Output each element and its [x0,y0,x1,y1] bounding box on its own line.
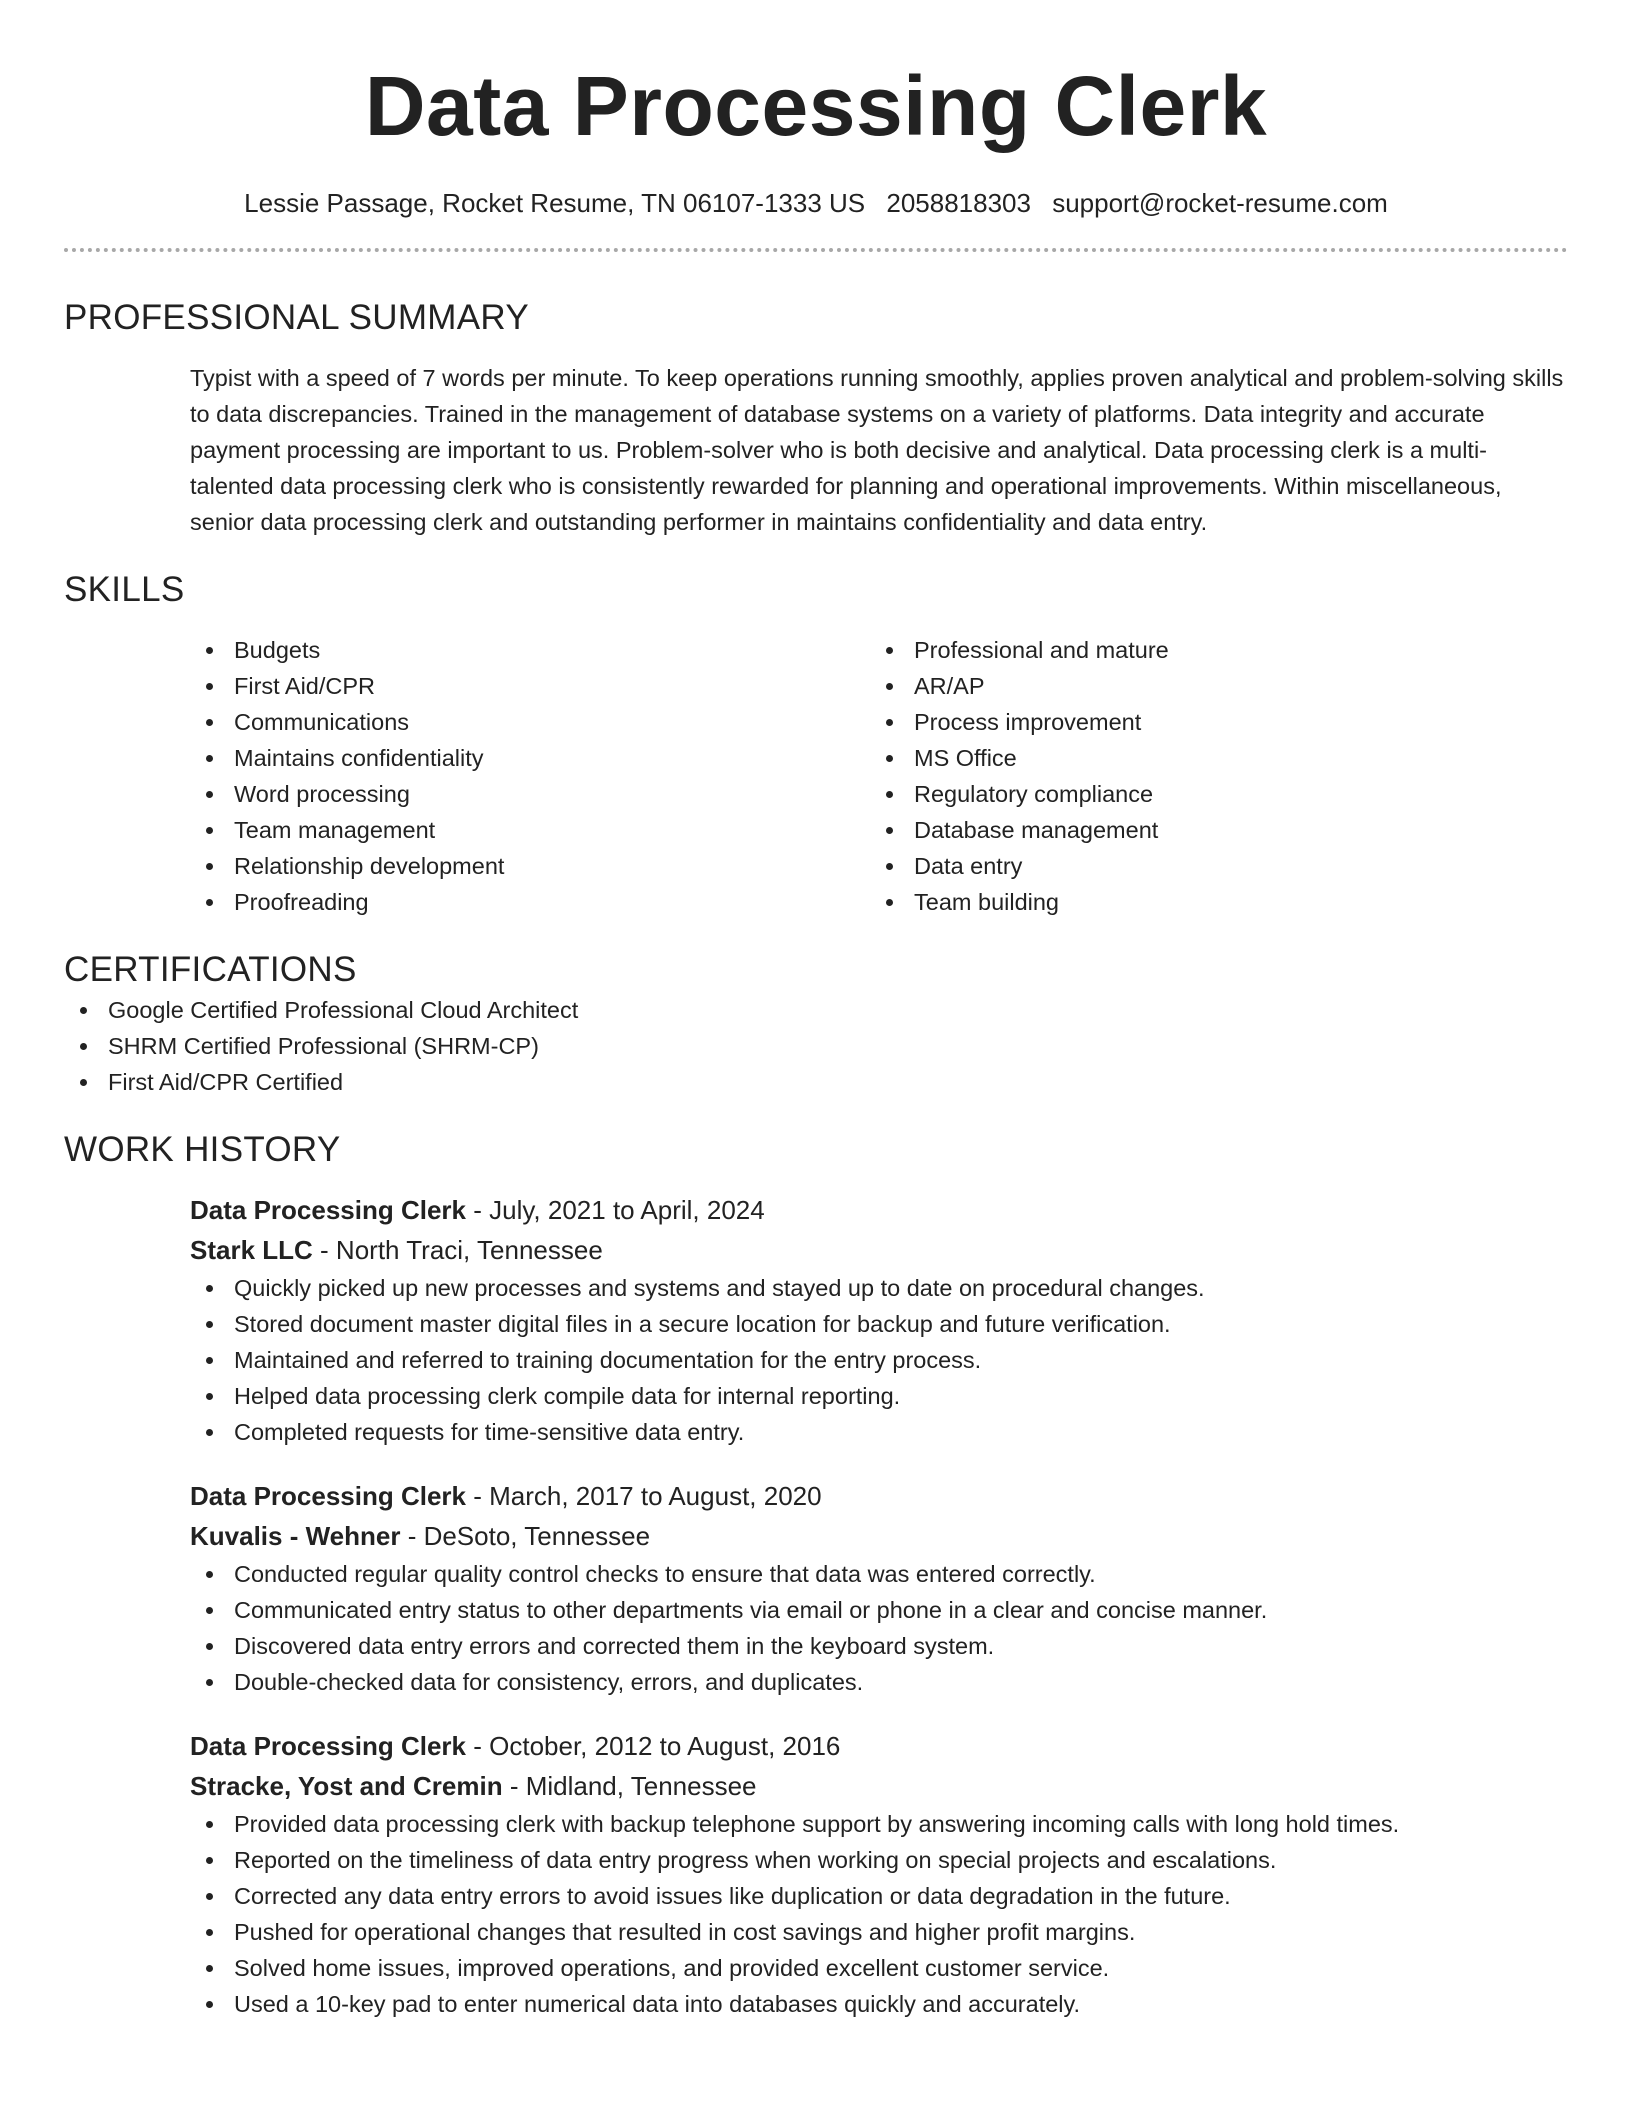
bullet-icon [206,719,213,726]
certification-item: First Aid/CPR Certified [64,1064,1568,1100]
bullet-icon [80,1007,87,1014]
job-role-line [190,1726,1568,1766]
bullet-icon [886,899,893,906]
certification-item: Google Certified Professional Cloud Architect [64,992,1568,1028]
job-duty: Used a 10-key pad to enter numerical data into databases quickly and accurately. [190,1986,1568,2022]
summary-section [64,296,1568,540]
job-duty: Maintained and referred to training documentation for the entry process. [190,1342,1568,1378]
work-history-section [64,1128,1568,2022]
job-duty: Reported on the timeliness of data entry progress when working on special projects and escalations. [190,1842,1568,1878]
bullet-icon [206,755,213,762]
job-duty: Solved home issues, improved operations, and provided excellent customer service. [190,1950,1568,1986]
job-duty: Conducted regular quality control checks to ensure that data was entered correctly. [190,1556,1568,1592]
skill-item: MS Office [870,740,1550,776]
job-duty: Provided data processing clerk with backup telephone support by answering incoming calls with long hold times. [190,1806,1568,1842]
bullet-icon [886,755,893,762]
bullet-icon [886,863,893,870]
skills-column-left [190,632,870,920]
skill-item: Proofreading [190,884,870,920]
skill-item: First Aid/CPR [190,668,870,704]
job-duty: Completed requests for time-sensitive data entry. [190,1414,1568,1450]
skill-item: Word processing [190,776,870,812]
certification-item: SHRM Certified Professional (SHRM-CP) [64,1028,1568,1064]
job-duty: Corrected any data entry errors to avoid issues like duplication or data degradation in the future. [190,1878,1568,1914]
job-role: Data Processing Clerk [190,1195,467,1225]
job-location: - Midland, Tennessee [502,1771,757,1801]
contact-phone: 2058818303 [886,188,1031,218]
skill-item: Database management [870,812,1550,848]
bullet-icon [886,827,893,834]
bullet-icon [886,647,893,654]
job-duties-list [190,1556,1568,1700]
summary-title: PROFESSIONAL SUMMARY [64,298,529,337]
bullet-icon [80,1043,87,1050]
skill-item: Budgets [190,632,870,668]
job-duty: Helped data processing clerk compile data for internal reporting. [190,1378,1568,1414]
job-duty: Stored document master digital files in a secure location for backup and future verification. [190,1306,1568,1342]
job-duty: Pushed for operational changes that resulted in cost savings and higher profit margins. [190,1914,1568,1950]
skills-list-right [870,632,1550,920]
resume-name: Data Processing Clerk [364,59,1268,153]
job-role: Data Processing Clerk [190,1731,467,1761]
bullet-icon [206,1393,213,1400]
job-entry [190,1476,1568,1700]
bullet-icon [886,791,893,798]
bullet-icon [206,1857,213,1864]
bullet-icon [206,1893,213,1900]
skill-item: Regulatory compliance [870,776,1550,812]
header-divider [64,248,1568,252]
skills-column-right [870,632,1550,920]
bullet-icon [206,1965,213,1972]
job-duties-list [190,1270,1568,1450]
job-role: Data Processing Clerk [190,1481,467,1511]
job-company: Stracke, Yost and Cremin [190,1771,503,1801]
job-role-line [190,1190,1568,1230]
bullet-icon [206,1607,213,1614]
bullet-icon [206,791,213,798]
job-duties-list [190,1806,1568,2022]
skill-item: Team building [870,884,1550,920]
skills-section [64,568,1568,920]
certifications-list [64,992,1568,1100]
skill-item: Relationship development [190,848,870,884]
bullet-icon [206,1679,213,1686]
bullet-icon [206,1571,213,1578]
job-duty: Double-checked data for consistency, errors, and duplicates. [190,1664,1568,1700]
work-history-title: WORK HISTORY [64,1130,341,1169]
contact-address: Lessie Passage, Rocket Resume, TN 06107-1333 US [244,188,866,218]
skill-item: Communications [190,704,870,740]
bullet-icon [206,863,213,870]
job-dates: - October, 2012 to August, 2016 [466,1731,841,1761]
job-entry [190,1726,1568,2022]
skill-item: Data entry [870,848,1550,884]
job-company: Stark LLC [190,1235,313,1265]
bullet-icon [206,1357,213,1364]
job-company-line [190,1230,1568,1270]
bullet-icon [206,2001,213,2008]
bullet-icon [80,1079,87,1086]
job-company-line [190,1516,1568,1556]
job-dates: - March, 2017 to August, 2020 [466,1481,822,1511]
bullet-icon [206,1321,213,1328]
bullet-icon [206,827,213,834]
job-entry [190,1190,1568,1450]
job-duty: Quickly picked up new processes and systems and stayed up to date on procedural changes. [190,1270,1568,1306]
bullet-icon [206,647,213,654]
job-company-line [190,1766,1568,1806]
job-company: Kuvalis - Wehner [190,1521,401,1551]
skill-item: Maintains confidentiality [190,740,870,776]
bullet-icon [206,1929,213,1936]
certifications-title: CERTIFICATIONS [64,950,357,989]
contact-email: support@rocket-resume.com [1052,188,1388,218]
contact-line [64,186,1568,220]
bullet-icon [886,683,893,690]
bullet-icon [206,1429,213,1436]
skills-list-left [190,632,870,920]
bullet-icon [886,719,893,726]
job-duty: Discovered data entry errors and corrected them in the keyboard system. [190,1628,1568,1664]
job-location: - North Traci, Tennessee [312,1235,603,1265]
bullet-icon [206,899,213,906]
job-location: - DeSoto, Tennessee [400,1521,651,1551]
bullet-icon [206,1285,213,1292]
skills-title: SKILLS [64,570,185,609]
job-duty: Communicated entry status to other departments via email or phone in a clear and concise manner. [190,1592,1568,1628]
bullet-icon [206,683,213,690]
certifications-section [64,948,1568,1100]
skill-item: Process improvement [870,704,1550,740]
skill-item: Professional and mature [870,632,1550,668]
job-dates: - July, 2021 to April, 2024 [466,1195,765,1225]
job-role-line [190,1476,1568,1516]
skills-grid [190,632,1568,920]
skill-item: Team management [190,812,870,848]
summary-text: Typist with a speed of 7 words per minute. To keep operations running smoothly, applies proven analytical and problem-solving skills to data discrepancies. Trained in the management of database systems on a variety of platforms. Data integrity and accurate payment processing are important to us. Problem-solver who is both decisive and analytical. Data processing clerk is a multi-talented data processing clerk who is consistently rewarded for planning and operational improvements. Within miscellaneous, senior data processing clerk and outstanding performer in maintains confidentiality and data entry. [190,365,1564,535]
skill-item: AR/AP [870,668,1550,704]
bullet-icon [206,1821,213,1828]
bullet-icon [206,1643,213,1650]
